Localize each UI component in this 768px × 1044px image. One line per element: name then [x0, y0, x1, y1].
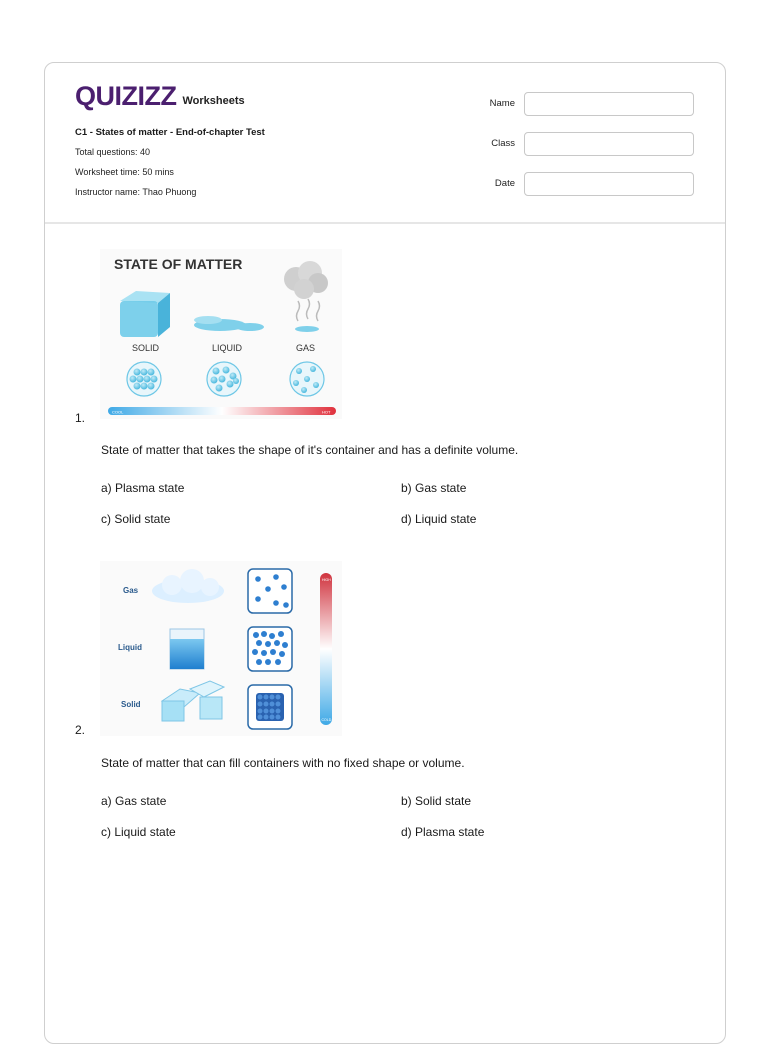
scale-hot-label: HOT [322, 409, 331, 415]
gas-label-2: Gas [123, 586, 139, 595]
temperature-scale [108, 407, 336, 415]
solid-particles-box [248, 685, 292, 729]
total-questions: Total questions: 40 [75, 147, 151, 157]
gas-particles-icon [290, 362, 324, 396]
worksheet-card [44, 62, 726, 1044]
question-1-text: State of matter that takes the shape of it's container and has a definite volume. [101, 443, 519, 457]
beaker-icon [170, 629, 204, 669]
vertical-temperature-scale [320, 573, 332, 725]
date-label: Date [494, 178, 515, 189]
q1-option-b[interactable]: b) Gas state [401, 481, 467, 495]
name-label: Name [489, 98, 515, 109]
logo-subtitle: Worksheets [182, 95, 245, 107]
q1-option-d[interactable]: d) Liquid state [401, 512, 477, 526]
gas-label: GAS [296, 343, 316, 353]
class-field[interactable] [524, 132, 694, 156]
q1-option-c[interactable]: c) Solid state [101, 512, 171, 526]
worksheet-time: Worksheet time: 50 mins [75, 167, 174, 177]
question-1-number: 1. [75, 411, 86, 425]
q2-option-b[interactable]: b) Solid state [401, 794, 472, 808]
liquid-particles-box [248, 627, 292, 671]
steam-cloud-icon [284, 261, 328, 332]
instructor-name: Instructor name: Thao Phuong [75, 187, 197, 197]
solid-label-2: Solid [121, 700, 141, 709]
states-of-matter-image [100, 249, 342, 419]
test-title: C1 - States of matter - End-of-chapter Test [75, 127, 265, 138]
gas-liquid-solid-image [100, 561, 342, 736]
q2-option-d[interactable]: d) Plasma state [401, 825, 485, 839]
ice-cube-icon [120, 291, 170, 337]
brand [75, 83, 245, 110]
liquid-particles-icon [207, 362, 241, 396]
quizizz-logo: QUIZIZZ [75, 81, 177, 111]
q1-option-a[interactable]: a) Plasma state [101, 481, 185, 495]
scale-cold-label: COLD [321, 718, 332, 722]
q2-option-a[interactable]: a) Gas state [101, 794, 167, 808]
date-field[interactable] [524, 172, 694, 196]
question-2-text: State of matter that can fill containers with no fixed shape or volume. [101, 756, 465, 770]
liquid-label: LIQUID [212, 343, 243, 353]
solid-label: SOLID [132, 343, 160, 353]
image-title: STATE OF MATTER [114, 256, 243, 272]
name-field[interactable] [524, 92, 694, 116]
question-2-number: 2. [75, 723, 86, 737]
scale-high-label: HIGH [322, 578, 331, 582]
water-puddle-icon [194, 316, 264, 331]
gas-particles-box [248, 569, 292, 613]
worksheet-header [45, 63, 725, 224]
solid-particles-icon [127, 362, 161, 396]
liquid-label-2: Liquid [118, 643, 142, 652]
class-label: Class [491, 138, 515, 149]
cloud-icon [152, 569, 224, 603]
ice-cubes-icon [162, 681, 224, 721]
q2-option-c[interactable]: c) Liquid state [101, 825, 176, 839]
scale-cool-label: COOL [112, 409, 124, 415]
